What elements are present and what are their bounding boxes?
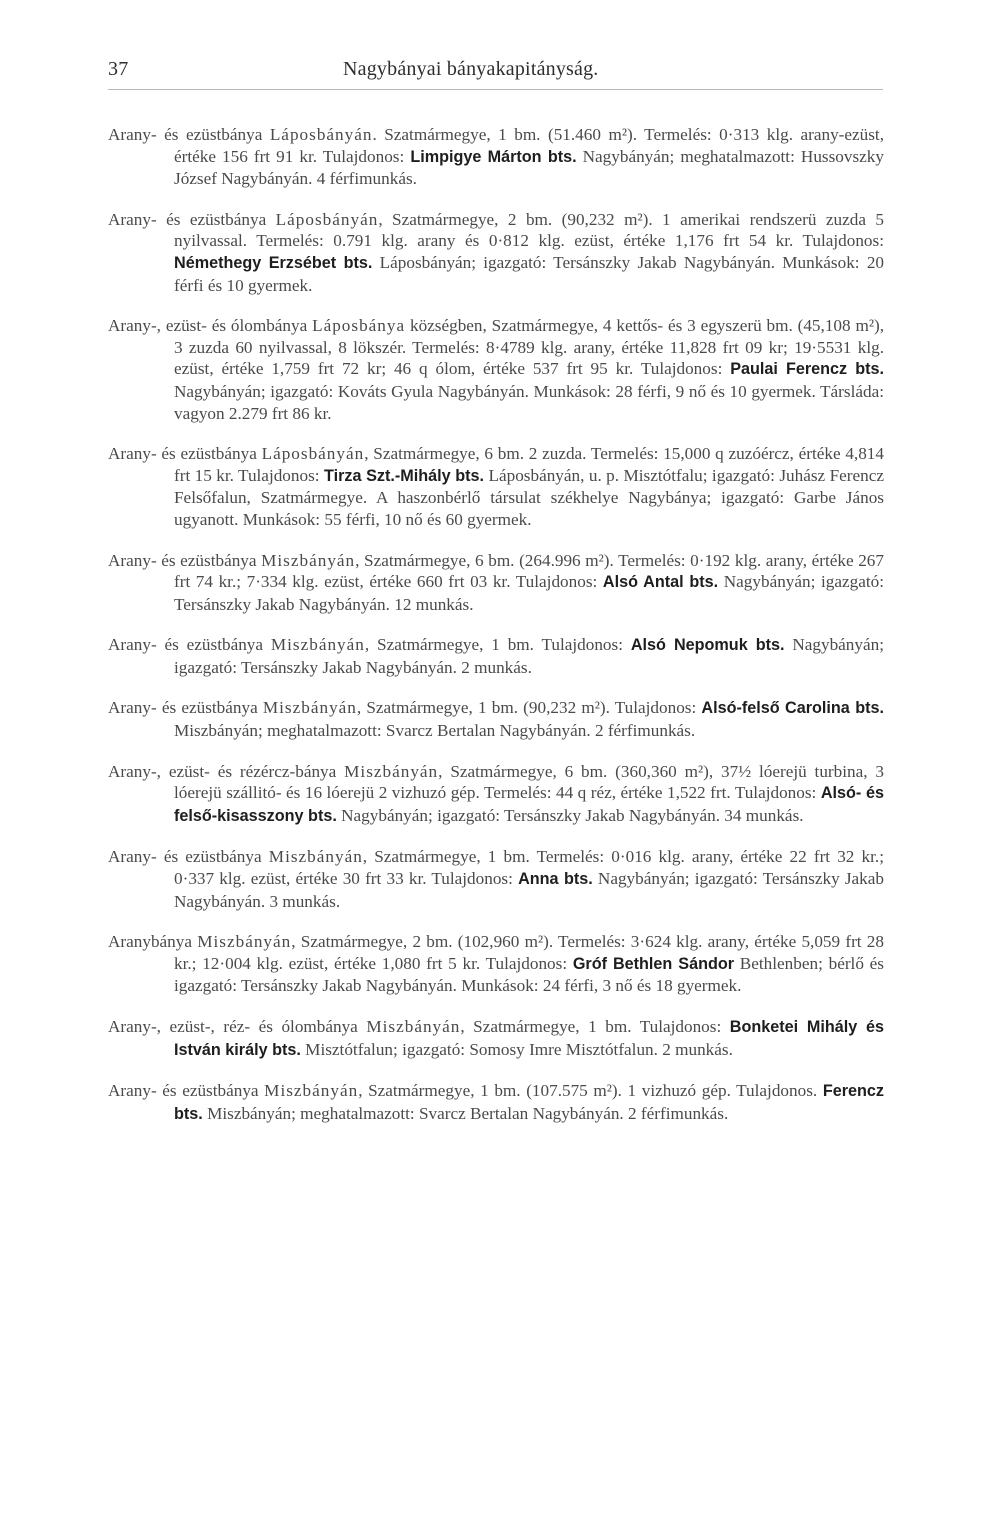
mine-owner: Ferencz bts. [174, 1082, 884, 1123]
mine-owner: Anna bts. [518, 870, 593, 889]
mine-entry: Arany- és ezüstbánya Láposbányán. Szatmármegye, 1 bm. (51.460 m²). Termelés: 0·313 klg. arany-ezüst, értéke 156 frt 91 kr. Tulajdonos: Limpigye Márton bts. Nagybányán; meghatalmazott: Hussovszky József Nagybányán. 4 férfimunkás. [108, 125, 884, 189]
mine-location: Láposbányán [269, 125, 373, 144]
mine-entry: Arany- és ezüstbánya Miszbányán, Szatmármegye, 1 bm. Termelés: 0·016 klg. arany, értéke 22 frt 32 kr.; 0·337 klg. ezüst, értéke 30 frt 33 kr. Tulajdonos: Anna bts. Nagybányán; igazgató: Tersánszky Jakab Nagybányán. 3 munkás. [108, 847, 884, 911]
mine-owner: Tirza Szt.-Mihály bts. [323, 466, 485, 485]
running-title: Nagybányai bányakapitányság. [343, 58, 599, 80]
header-rule [108, 89, 883, 90]
mine-location: Miszbányán [268, 847, 363, 867]
mine-owner: Gróf Bethlen Sándor [572, 954, 735, 973]
mine-entry: Arany- és ezüstbánya Miszbányán, Szatmármegye, 1 bm. (107.575 m²). 1 vizhuzó gép. Tulajdonos. Ferencz bts. Miszbányán; meghatalmazott: Svarcz Bertalan Nagybányán. 2 férfimunkás. [108, 1081, 884, 1123]
page-number: 37 [108, 58, 129, 80]
mine-owner: Bonketei Mihály és István király bts. [174, 1018, 884, 1059]
mine-location: Miszbányán [261, 550, 356, 570]
mine-entry: Arany- és ezüstbánya Miszbányán, Szatmármegye, 1 bm. (90,232 m²). Tulajdonos: Alsó-felső Carolina bts. Miszbányán; meghatalmazott: Svarcz Bertalan Nagybányán. 2 férfimunkás. [108, 698, 884, 741]
mine-entry: Arany-, ezüst-, réz- és ólombánya Miszbányán, Szatmármegye, 1 bm. Tulajdonos: Bonketei Mihály és István király bts. Misztótfalun; igazgató: Somosy Imre Misztótfalun. 2 munkás. [108, 1017, 884, 1059]
mine-entry: Arany- és ezüstbánya Láposbányán, Szatmármegye, 6 bm. 2 zuzda. Termelés: 15,000 q zuzóércz, értéke 4,814 frt 15 kr. Tulajdonos: Tirza Szt.-Mihály bts. Láposbányán, u. p. Misztótfalu; igazgató: Juhász Ferencz Felsőfalun, Szatmármegye. A haszonbérlő társulat székhelye Nagybánya; igazgató: Garbe János ugyanott. Munkások: 55 férfi, 10 nő és 60 gyermek. [108, 444, 884, 529]
mine-owner: Alsó-felső Carolina bts. [701, 699, 884, 718]
mine-location: Láposbánya [312, 316, 406, 336]
mine-entry: Arany- és ezüstbánya Miszbányán, Szatmármegye, 6 bm. (264.996 m²). Termelés: 0·192 klg. arany, értéke 267 frt 74 kr.; 7·334 klg. ezüst, értéke 660 frt 03 kr. Tulajdonos: Alsó Antal bts. Nagybányán; igazgató: Tersánszky Jakab Nagybányán. 12 munkás. [108, 550, 884, 614]
mine-owner: Alsó Nepomuk bts. [630, 636, 785, 655]
mine-entry: Arany-, ezüst- és ólombánya Láposbánya községben, Szatmármegye, 4 kettős- és 3 egyszerü bm. (45,108 m²), 3 zuzda 60 nyilvassal, 8 lökszér. Termelés: 8·4789 klg. arany, értéke 11,828 frt 09 kr; 19·5531 klg. ezüst, értéke 1,759 frt 72 kr; 46 q ólom, értéke 537 frt 95 kr. Tulajdonos: Paulai Ferencz bts. Nagybányán; igazgató: Kováts Gyula Nagybányán. Munkások: 28 férfi, 9 nő és 10 gyermek. Társláda: vagyon 2.279 frt 86 kr. [108, 316, 884, 423]
mine-owner: Alsó Antal bts. [602, 573, 719, 592]
mine-location: Miszbányán [264, 1081, 359, 1101]
mine-entry: Arany-, ezüst- és rézércz-bánya Miszbányán, Szatmármegye, 6 bm. (360,360 m²), 37½ lóerejü turbina, 3 lóerejü szállitó- és 16 lóerejü 2 vizhuzó gép. Termelés: 44 q réz, értéke 1,522 frt. Tulajdonos: Alsó- és felső-kisasszony bts. Nagybányán; igazgató: Tersánszky Jakab Nagybányán. 34 munkás. [108, 761, 884, 825]
mine-location: Láposbányán [261, 444, 365, 464]
mine-location: Miszbányán [270, 635, 365, 655]
mine-owner: Alsó- és felső-kisasszony bts. [174, 784, 884, 825]
mine-entries [108, 124, 884, 1144]
mine-location: Miszbányán [262, 698, 357, 718]
mine-entry: Arany- és ezüstbánya Láposbányán, Szatmármegye, 2 bm. (90,232 m²). 1 amerikai rendszerü zuzda 5 nyilvassal. Termelés: 0.791 klg. arany és 0·812 klg. ezüst, értéke 1,176 frt 54 kr. Tulajdonos: Némethegy Erzsébet bts. Láposbányán; igazgató: Tersánszky Jakab Nagybányán. Munkások: 20 férfi és 10 gyermek. [108, 209, 885, 295]
mine-entry: Aranybánya Miszbányán, Szatmármegye, 2 bm. (102,960 m²). Termelés: 3·624 klg. arany, értéke 5,059 frt 28 kr.; 12·004 klg. ezüst, értéke 1,080 frt 5 kr. Tulajdonos: Gróf Bethlen Sándor Bethlenben; bérlő és igazgató: Tersánszky Jakab Nagybányán. Munkások: 24 férfi, 3 nő és 18 gyermek. [108, 932, 884, 996]
mine-location: Miszbányán [344, 761, 439, 781]
mine-location: Miszbányán [197, 932, 292, 952]
mine-entry: Arany- és ezüstbánya Miszbányán, Szatmármegye, 1 bm. Tulajdonos: Alsó Nepomuk bts. Nagybányán; igazgató: Tersánszky Jakab Nagybányán. 2 munkás. [108, 635, 884, 677]
mine-location: Láposbányán [275, 209, 379, 229]
mine-owner: Limpigye Márton bts. [410, 147, 577, 166]
mine-location: Miszbányán [366, 1017, 461, 1036]
mine-owner: Paulai Ferencz bts. [730, 360, 884, 379]
mine-owner: Némethegy Erzsébet bts. [174, 253, 373, 272]
